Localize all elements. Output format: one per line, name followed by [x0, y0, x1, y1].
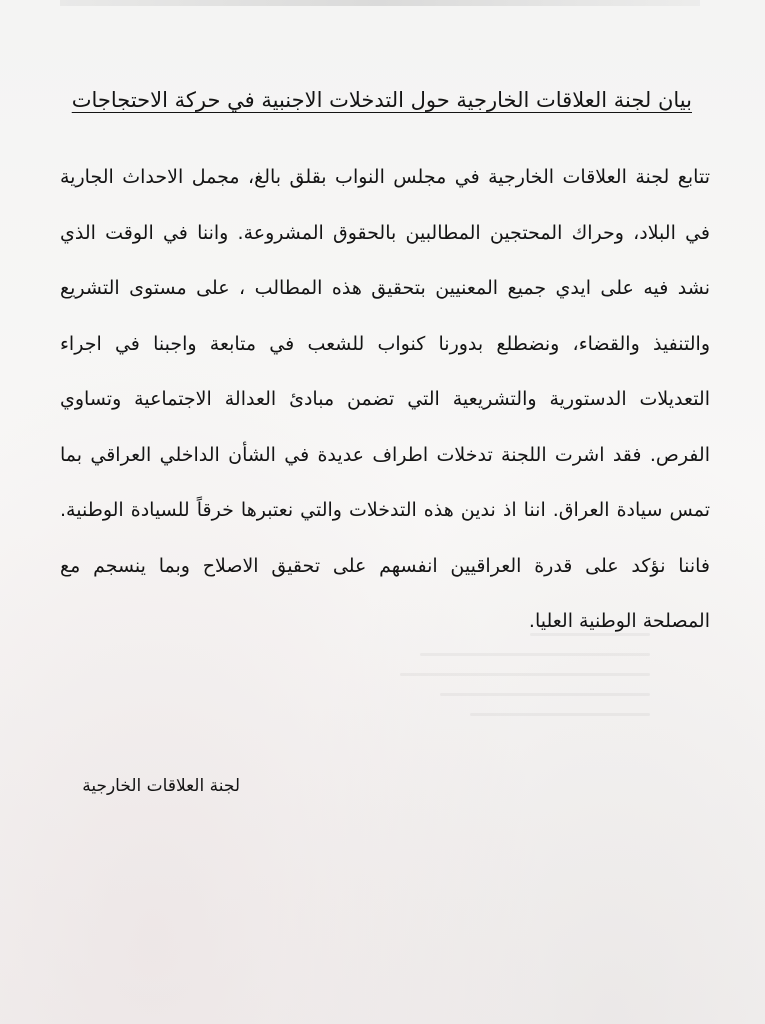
body-line: والتنفيذ والقضاء، ونضطلع بدورنا كنواب للشعب في متابعة واجبنا في اجراء	[60, 332, 710, 355]
body-line: الفرص. فقد اشرت اللجنة تدخلات اطراف عديدة في الشأن الداخلي العراقي بما	[60, 443, 710, 466]
top-edge-shadow	[60, 0, 700, 6]
body-line: فاننا نؤكد على قدرة العراقيين انفسهم على تحقيق الاصلاح وبما ينسجم مع	[60, 554, 710, 577]
signature-committee: لجنة العلاقات الخارجية	[82, 776, 240, 796]
body-line: التعديلات الدستورية والتشريعية التي تضمن مبادئ العدالة الاجتماعية وتساوي	[60, 388, 710, 410]
document-title: بيان لجنة العلاقات الخارجية حول التدخلات الاجنبية في حركة الاحتجاجات	[71, 88, 692, 112]
body-line: في البلاد، وحراك المحتجين المطالبين بالحقوق المشروعة. واننا في الوقت الذي	[60, 221, 710, 244]
body-line: نشد فيه على ايدي جميع المعنيين بتحقيق هذه المطالب ، على مستوى التشريع	[60, 277, 710, 299]
body-line: تتابع لجنة العلاقات الخارجية في مجلس النواب بقلق بالغ، مجمل الاحداث الجارية	[60, 166, 710, 188]
statement-body	[60, 150, 710, 650]
bleed-mark	[400, 673, 650, 676]
body-line-final: المصلحة الوطنية العليا.	[528, 610, 710, 632]
bleed-mark	[440, 693, 650, 696]
body-line: تمس سيادة العراق. اننا اذ ندين هذه التدخلات والتي نعتبرها خرقاً للسيادة الوطنية.	[60, 499, 710, 521]
bleed-mark	[470, 713, 650, 716]
bleed-mark	[420, 653, 650, 656]
